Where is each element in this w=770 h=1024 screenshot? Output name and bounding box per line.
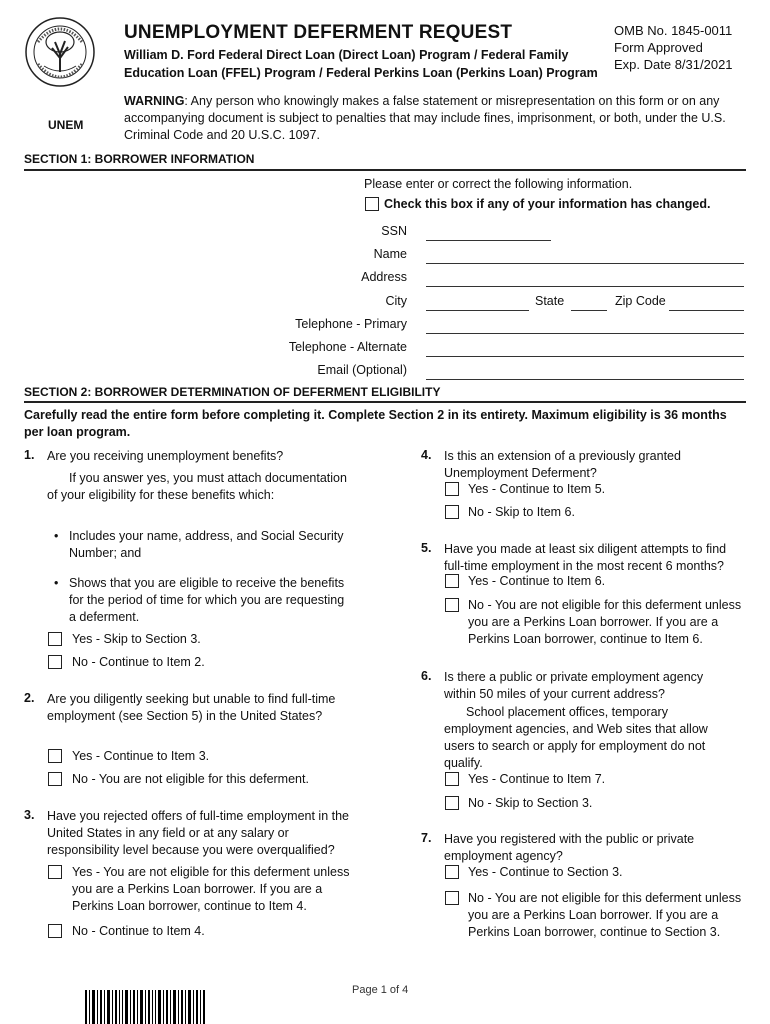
q5-no-checkbox[interactable]: [445, 598, 459, 612]
q6-no-checkbox[interactable]: [445, 796, 459, 810]
q2-no-checkbox[interactable]: [48, 772, 62, 786]
barcode-icon: [85, 990, 205, 1024]
q3-number: 3.: [24, 808, 35, 822]
section2-intro: Carefully read the entire form before completing it. Complete Section 2 in its entirety. Maximum eligibility is 36 months per loan program.: [24, 408, 727, 439]
q5-yes-checkbox[interactable]: [445, 574, 459, 588]
section2-divider: [24, 401, 746, 403]
department-seal-icon: [24, 14, 96, 100]
name-label: Name: [373, 247, 407, 261]
q1-no-label: No - Continue to Item 2.: [72, 655, 205, 669]
q1-yes-checkbox[interactable]: [48, 632, 62, 646]
q7-yes-checkbox[interactable]: [445, 865, 459, 879]
info-changed-checkbox[interactable]: [365, 197, 379, 211]
omb-block: [614, 22, 733, 73]
q2-question: Are you diligently seeking but unable to find full-time employment (see Section 5) in the United States?: [47, 692, 336, 723]
q4-no-checkbox[interactable]: [445, 505, 459, 519]
q7-question: Have you registered with the public or private employment agency?: [444, 832, 695, 863]
q2-number: 2.: [24, 691, 35, 705]
form-subtitle: William D. Ford Federal Direct Loan (Direct Loan) Program / Federal Family Education Loan (FFEL) Program / Federal Perkins Loan (Perkins Loan) Program: [124, 48, 598, 80]
q1-no-checkbox[interactable]: [48, 655, 62, 669]
phone-primary-label: Telephone - Primary: [295, 317, 407, 331]
q4-number: 4.: [421, 448, 432, 462]
form-approved: Form Approved: [614, 40, 703, 55]
ssn-label: SSN: [381, 224, 407, 238]
email-label: Email (Optional): [317, 363, 407, 377]
section1-divider: [24, 169, 746, 171]
q3-yes-label: Yes - You are not eligible for this deferment unless you are a Perkins Loan borrower. If you are a Perkins Loan borrower, continue to Item 4.: [72, 865, 350, 913]
q6-note: School placement offices, temporary employment agencies, and Web sites that allow users to search or apply for employment do not qualify.: [444, 705, 708, 770]
exp-date: Exp. Date 8/31/2021: [614, 57, 733, 72]
address-field[interactable]: [426, 286, 744, 287]
q5-number: 5.: [421, 541, 432, 555]
warning-notice: [124, 93, 754, 144]
warning-text: : Any person who knowingly makes a false statement or misrepresentation on this form or on any accompanying document is subject to penalties that may include fines, imprisonment, or both, under the U.S. Criminal Code and 20 U.S.C. 1097.: [124, 94, 726, 142]
phone-alternate-field[interactable]: [426, 356, 744, 357]
section1-heading: SECTION 1: BORROWER INFORMATION: [24, 152, 255, 166]
q4-question: Is this an extension of a previously granted Unemployment Deferment?: [444, 449, 681, 480]
zip-label: Zip Code: [615, 294, 666, 308]
q4-yes-checkbox[interactable]: [445, 482, 459, 496]
q1-note: If you answer yes, you must attach documentation of your eligibility for these benefits which:: [47, 471, 347, 502]
q2-yes-checkbox[interactable]: [48, 749, 62, 763]
section2-heading: SECTION 2: BORROWER DETERMINATION OF DEFERMENT ELIGIBILITY: [24, 385, 441, 399]
q3-no-label: No - Continue to Item 4.: [72, 924, 205, 938]
page-number: Page 1 of 4: [352, 984, 409, 996]
city-field[interactable]: [426, 310, 529, 311]
warning-label: WARNING: [124, 94, 185, 108]
q1-bullet2: Shows that you are eligible to receive the benefits for the period of time for which you are requesting a deferment.: [69, 576, 345, 624]
q1-bullet1: Includes your name, address, and Social Security Number; and: [69, 529, 344, 560]
phone-primary-field[interactable]: [426, 333, 744, 334]
info-changed-label: Check this box if any of your information has changed.: [384, 197, 711, 211]
q7-yes-label: Yes - Continue to Section 3.: [468, 865, 623, 879]
q4-yes-label: Yes - Continue to Item 5.: [468, 482, 606, 496]
zip-field[interactable]: [669, 310, 744, 311]
q6-question: Is there a public or private employment agency within 50 miles of your current address?: [444, 670, 704, 701]
q6-yes-label: Yes - Continue to Item 7.: [468, 772, 606, 786]
address-label: Address: [361, 270, 407, 284]
q5-no-label: No - You are not eligible for this deferment unless you are a Perkins Loan borrower. If you are a Perkins Loan borrower, continue to Item 6.: [468, 598, 742, 646]
q5-question: Have you made at least six diligent attempts to find full-time employment in the most recent 6 months?: [444, 542, 727, 573]
phone-alternate-label: Telephone - Alternate: [288, 340, 407, 354]
q6-number: 6.: [421, 669, 432, 683]
omb-number: OMB No. 1845-0011: [614, 23, 733, 38]
state-field[interactable]: [571, 310, 607, 311]
q4-no-label: No - Skip to Item 6.: [468, 505, 575, 519]
state-label: State: [535, 294, 565, 308]
q6-yes-checkbox[interactable]: [445, 772, 459, 786]
q3-no-checkbox[interactable]: [48, 924, 62, 938]
form-title: UNEMPLOYMENT DEFERMENT REQUEST: [124, 22, 513, 43]
q7-number: 7.: [421, 831, 432, 845]
form-code: UNEM: [48, 118, 84, 132]
q1-question: Are you receiving unemployment benefits?: [47, 449, 284, 463]
q1-yes-label: Yes - Skip to Section 3.: [72, 632, 201, 646]
section1-instruction: Please enter or correct the following information.: [364, 177, 633, 191]
q3-question: Have you rejected offers of full-time employment in the United States in any field or at any salary or responsibility level because you were overqualified?: [47, 809, 349, 857]
q1-number: 1.: [24, 448, 35, 462]
q6-no-label: No - Skip to Section 3.: [468, 796, 593, 810]
q7-no-label: No - You are not eligible for this deferment unless you are a Perkins Loan borrower. If you are a Perkins Loan borrower, continue to Section 3.: [468, 891, 742, 939]
q1-bullet1-mark: •: [54, 529, 59, 543]
q2-no-label: No - You are not eligible for this deferment.: [72, 772, 309, 786]
city-label: City: [385, 294, 407, 308]
q7-no-checkbox[interactable]: [445, 891, 459, 905]
ssn-field[interactable]: [426, 240, 551, 241]
q5-yes-label: Yes - Continue to Item 6.: [468, 574, 606, 588]
name-field[interactable]: [426, 263, 744, 264]
q1-bullet2-mark: •: [54, 576, 59, 590]
q3-yes-checkbox[interactable]: [48, 865, 62, 879]
q2-yes-label: Yes - Continue to Item 3.: [72, 749, 210, 763]
email-field[interactable]: [426, 379, 744, 380]
